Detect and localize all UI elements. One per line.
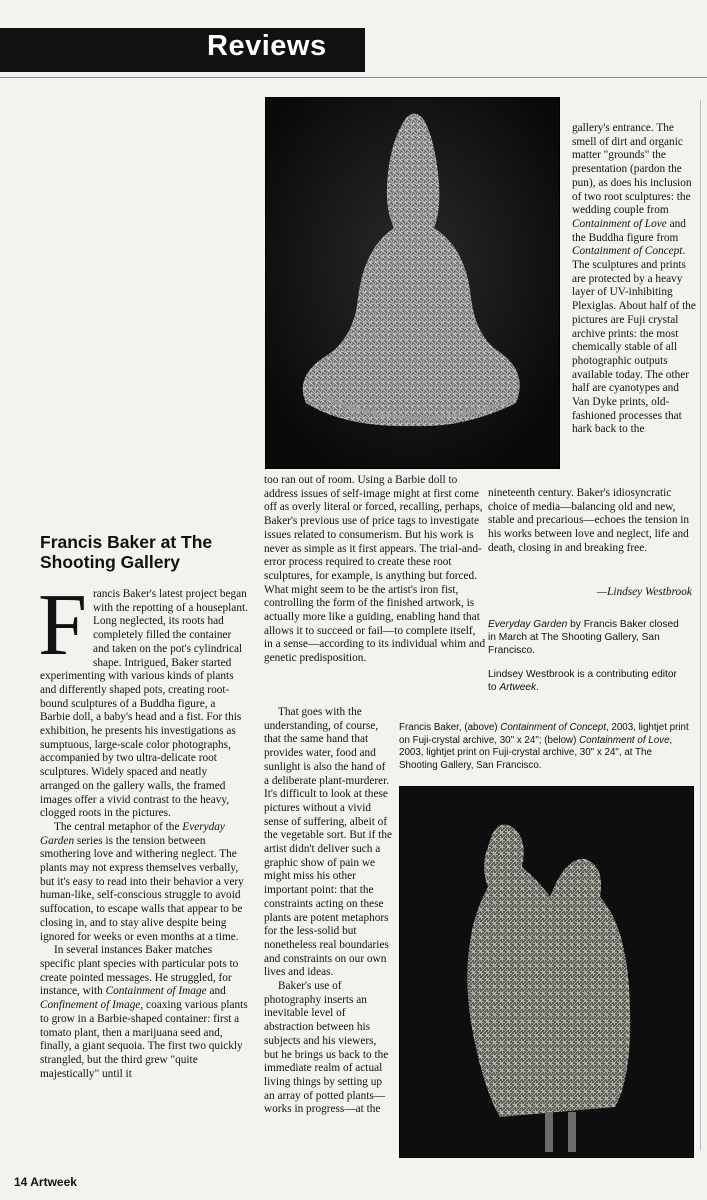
contributor-note: Lindsey Westbrook is a contributing editor to Artweek.: [488, 669, 677, 693]
paragraph-lead: Francis Baker's latest project began with the repotting of a houseplant. Long neglected, its roots had completely filled the container and taken on the pot's cylindrical shape. Intrigued, Baker started experimenting with various kinds of plants and differently shaped pots, creating root-bound sculptures of a Buddha figure, a Barbie doll, a baby's head and a fist. For this exhibition, he presents his investigations as sumptuous, large-scale color photographs, accompanied by two ultra-delicate root sculptures. Widely spaced and neatly arranged on the gallery walls, the framed images offer a vivid contrast to the heavy, clogged roots in the pictures.: [38, 577, 248, 820]
paragraph: nineteenth century. Baker's idiosyncratic choice of media—balancing old and new, stable and precarious—echoes the tension in his works between love and neglect, life and death, closing in and breaking free.: [488, 487, 690, 554]
header-divider: [0, 77, 707, 78]
paragraph: In several instances Baker matches specific plant species with particular pots to create pointed messages. He struggled, for instance, with Containment of Image and Confinement of Image, coaxing various plants to grow in a Barbie-shaped container: first a tomato plant, then a marijuana seed and, finally, a giant sequoia. The first two quickly strangled, but the third grew "quite majestically" until it: [40, 944, 248, 1080]
paragraph: That goes with the understanding, of course, that the same hand that provides water, food and sunlight is also the hand of a deliberate plant-murderer. It's difficult to look at these pictures without a vivid sense of suffering, albeit of the vegetable sort. But if the artist didn't deliver such a graphic show of pain we might miss his other important point: that the constraints acting on these plants are potent metaphors for the less-solid but nonetheless real boundaries and constraints on our own lives and ideas.: [264, 706, 392, 979]
article-column-3: [572, 122, 696, 437]
buddha-figure-image: [266, 98, 559, 468]
buddha-sculpture-photo: [265, 97, 560, 469]
drop-cap: F: [38, 577, 87, 674]
page-edge-line: [700, 100, 701, 1150]
paragraph: gallery's entrance. The smell of dirt and organic matter "grounds" the presentation (pardon the pun), as does his inclusion of two root sculptures: the wedding couple from Containment of Love and the Buddha figure from Containment of Concept. The sculptures and prints are protected by a heavy layer of UV-inhibiting Plexiglas. About half of the pictures are Fuji crystal archive prints: the most chemically stable of all photographic outputs available today. The other half are cyanotypes and Van Dyke prints, old-fashioned processes that hark back to the: [572, 122, 696, 436]
article-column-3-wide: [488, 487, 696, 556]
exhibition-note: Everyday Garden by Francis Baker closed in March at The Shooting Gallery, San Francisco.: [488, 619, 679, 656]
paragraph: too ran out of room. Using a Barbie doll to address issues of self-image might at first come off as overly literal or forced, recalling, perhaps, Baker's previous use of price tags to investigate issues related to consumerism. But his work is never as simple as it first appears. The trial-and-error process required to create these root sculptures, for example, is anything but forced. What might seem to be the artist's iron fist, controlling the form of the finished artwork, is actually more like a guiding, enabling hand that allows it to succeed or fail—to complete itself, in a sense—according to its individual whim and genetic predisposition.: [264, 474, 486, 665]
paragraph: The central metaphor of the Everyday Garden series is the tension between smothering love and withering neglect. The plants may not express themselves verbally, but it's easy to read into their behavior a very human-like, self-conscious struggle to avoid suffocation, to escape walls that appear to be closing in, and to stay alive despite being ignored for weeks or even months at a time.: [40, 820, 244, 943]
section-title: Reviews: [207, 30, 327, 62]
photo-caption: Francis Baker, (above) Containment of Concept, 2003, lightjet print on Fuji-crystal archive, 30" x 24"; (below) Containment of Love, 2003, lightjet print on Fuji-crystal archive, 30" x 24", at The Shooting Gallery, San Francisco.: [399, 722, 689, 771]
page-footer: 14 Artweek: [14, 1175, 77, 1189]
paragraph: Baker's use of photography inserts an inevitable level of abstraction between his subjects and his viewers, but he brings us back to the immediate realm of actual living things by setting up an array of potted plants—works in progress—at the: [264, 980, 389, 1116]
wedding-couple-image: [400, 787, 693, 1157]
author-signature: —Lindsey Westbrook: [597, 586, 692, 598]
article-column-1: [38, 577, 248, 1081]
article-column-2-narrow: [264, 706, 392, 1117]
wedding-couple-sculpture-photo: [399, 786, 694, 1158]
article-column-2: [264, 474, 486, 666]
article-headline: Francis Baker at The Shooting Gallery: [40, 532, 213, 572]
